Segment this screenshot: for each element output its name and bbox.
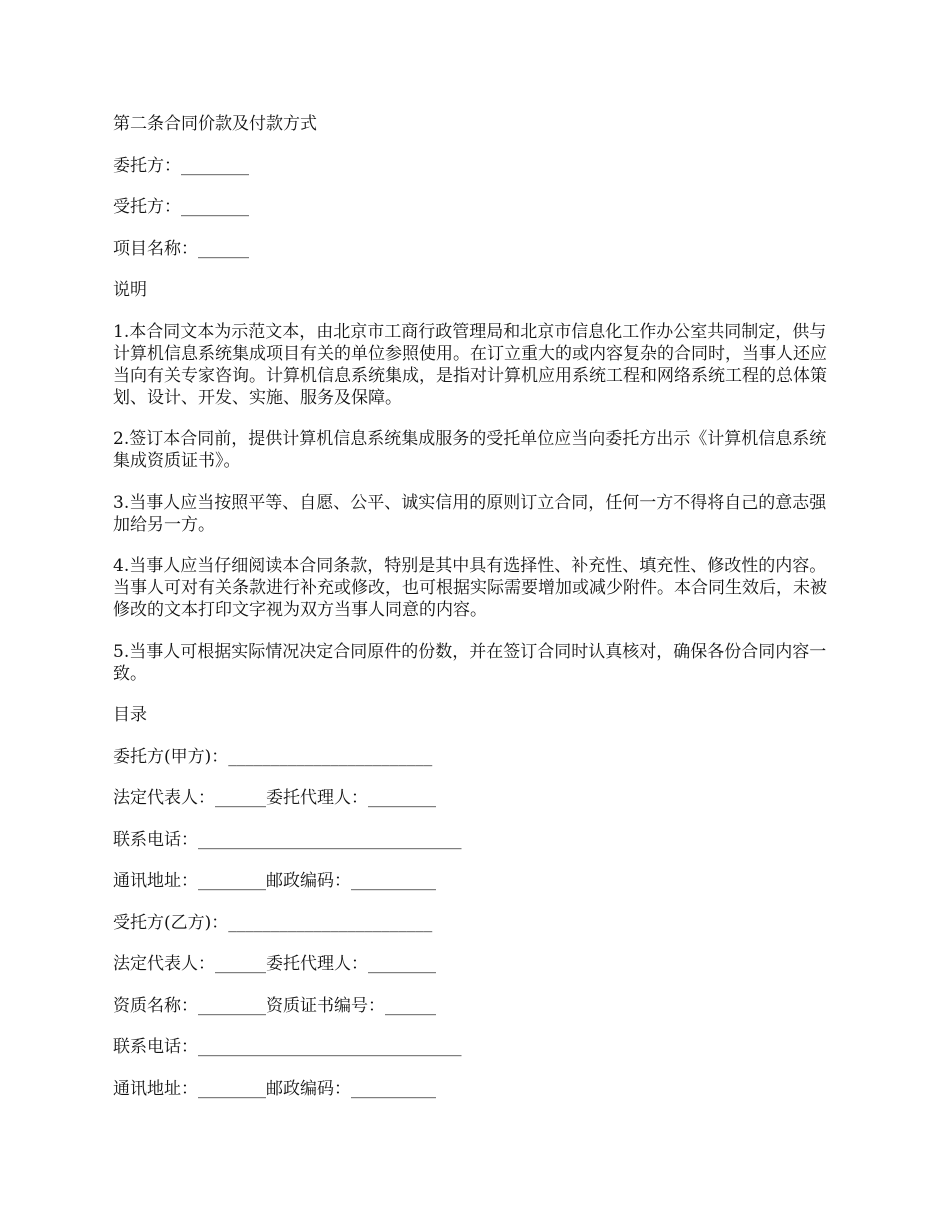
party-a-address-field: 通讯地址：________邮政编码：__________ [113, 871, 436, 891]
client-field: 委托方：________ [113, 155, 249, 176]
contract-page [113, 113, 843, 1100]
note-paragraph: 3.当事人应当按照平等、自愿、公平、诚实信用的原则订立合同，任何一方不得将自己的意志强加给另一方。 [113, 492, 827, 535]
note-paragraph: 4.当事人应当仔细阅读本合同条款，特别是其中具有选择性、补充性、填充性、修改性的内容。当事人可对有关条款进行补充或修改，也可根据实际需要增加或减少附件。本合同生效后，未被修改的文本打印文字视为双方当事人同意的内容。 [113, 556, 827, 620]
party-b-address-field: 通讯地址：________邮政编码：__________ [113, 1078, 436, 1099]
party-a-phone-field: 联系电话：_______________________________ [113, 829, 462, 850]
section-heading: 第二条合同价款及付款方式 [113, 114, 317, 134]
project-name-field: 项目名称：______ [113, 238, 249, 259]
party-b-representative-field: 法定代表人：______委托代理人：________ [113, 954, 436, 974]
party-b-phone-field: 联系电话：_______________________________ [113, 1037, 462, 1057]
party-b-certificate-field: 资质名称：________资质证书编号：______ [113, 995, 436, 1016]
party-a-representative-field: 法定代表人：______委托代理人：________ [113, 788, 436, 808]
note-paragraph: 2.签订本合同前，提供计算机信息系统集成服务的受托单位应当向委托方出示《计算机信息系统集成资质证书》。 [113, 429, 827, 471]
note-paragraph: 1.本合同文本为示范文本，由北京市工商行政管理局和北京市信息化工作办公室共同制定，供与计算机信息系统集成项目有关的单位参照使用。在订立重大的或内容复杂的合同时，当事人还应当向有关专家咨询。计算机信息系统集成，是指对计算机应用系统工程和网络系统工程的总体策划、设计、开发、实施、服务及保障。 [113, 321, 827, 408]
notes-title: 说明 [113, 280, 147, 300]
party-b-name-field: 受托方(乙方)：________________________ [113, 912, 433, 933]
note-paragraph: 5.当事人可根据实际情况决定合同原件的份数，并在签订合同时认真核对，确保各份合同内容一致。 [113, 641, 827, 684]
toc-title: 目录 [113, 705, 147, 725]
contractor-field: 受托方：________ [113, 197, 249, 217]
party-a-name-field: 委托方(甲方)：________________________ [113, 746, 433, 767]
